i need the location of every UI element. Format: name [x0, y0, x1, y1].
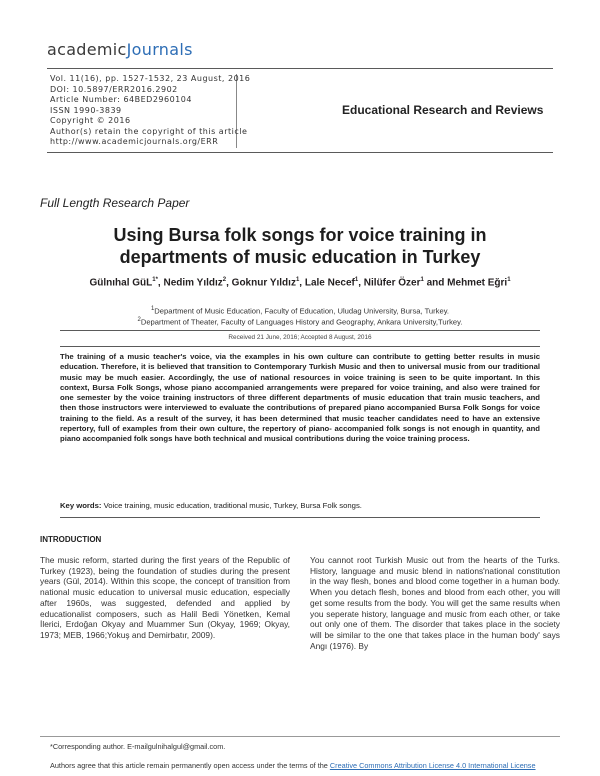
title-line-1: Using Bursa folk songs for voice training in — [113, 225, 487, 245]
author-separator: , — [358, 277, 364, 289]
keywords-text: Voice training, music education, traditional music, Turkey, Bursa Folk songs. — [103, 501, 362, 510]
license-note — [50, 761, 555, 771]
corresponding-author: *Corresponding author. E-mailgulnihalgul@gmail.com. — [50, 742, 226, 751]
author-separator: , — [226, 277, 232, 289]
journal-name: Educational Research and Reviews — [342, 103, 544, 117]
meta-article-number: Article Number: 64BED2960104 — [50, 95, 192, 104]
author-name: Lale Necef — [304, 277, 355, 289]
meta-issn: ISSN 1990-3839 — [50, 105, 122, 115]
footnote-rule — [40, 736, 560, 737]
article-title — [40, 224, 560, 268]
abstract-top-rule — [60, 330, 540, 331]
body-column-right: You cannot root Turkish Music out from the hearts of the Turks. History, language and music blend in nations'national constitution in the way flesh, bones and blood come together in a human body. When you detach flesh, bones and blood from each other, you will get some results from the body. You will get the same results when you seperate history, language and music from each other, or take out only one of them. The disorder that takes place in the society will be similar to the one that takes place in the human body' says Angı (1976). By — [310, 555, 560, 651]
affiliation-text: Department of Music Education, Faculty of Education, Uludag University, Bursa, Turkey. — [154, 306, 450, 316]
author-name: Nedim Yıldız — [163, 277, 223, 289]
author-sup: 1 — [295, 277, 300, 283]
author-sup: 2 — [222, 277, 227, 283]
logo-part-academic: academic — [47, 40, 127, 59]
meta-doi: DOI: 10.5897/ERR2016.2902 — [50, 84, 178, 94]
body-column-left: The music reform, started during the first years of the Republic of Turkey (1923), being the foundation of studies during the present years (Gül, 2014). Within this scope, the concept of transition from national music education to universal music education, especially after 1960s, was suggested, defended and applied by educationalist composers, such as Halil Bedi Yönetken, Kemal İlerici, Erdoğan Okyay and Muammer Sun (Okyay, 1969; Okyay, 1973; MEB, 1966;Yokuş and Demirbatır, 2009). — [40, 555, 290, 640]
author-separator: , — [157, 277, 164, 289]
section-heading-introduction: INTRODUCTION — [40, 535, 102, 544]
author-name: Nilüfer Özer — [363, 277, 421, 289]
abstract-bottom-rule — [60, 517, 540, 518]
author-name: Goknur Yıldız — [231, 277, 296, 289]
author-sup: 1 — [420, 277, 424, 283]
author-sup: 1 — [354, 277, 359, 283]
meta-url[interactable]: http://www.academicjournals.org/ERR — [50, 137, 219, 146]
article-type: Full Length Research Paper — [40, 196, 190, 210]
title-line-2: departments of music education in Turkey — [119, 247, 481, 267]
logo-part-journals: Journals — [126, 40, 193, 59]
affiliation-sup: 2 — [137, 317, 141, 323]
author-separator: , — [299, 277, 305, 289]
abstract: The training of a music teacher's voice, via the examples in his own culture can contribute to getting better results in music education. Therefore, it is believed that transition to Contemporary Turkish Music and then to universal music from our traditional music may be much easier. Accordingly, the use of national resources in voice training is seen to be quite important. In this context, Bursa Folk Songs, whose piano accompanied arrangements were prepared for voice training, and also were trained for one semester by the voice training instructors of three different departments of music education that train music teachers, and then those instructors were interviewed to evaluate the contributions of prepared piano accompanied Bursa Folk Songs for voice training to the field. As a result of the survey, it has been determined that music teacher candidates need to have an extensive repertory, full of examples from their own culture, the repertory of piano- accompanied folk songs is not enough in quantity, and piano accompanied folk songs have both technical and musical contributions during the voice training process. — [60, 352, 540, 444]
author-sup: 1 — [507, 277, 511, 283]
meta-copyright-note: Author(s) retain the copyright of this article — [50, 126, 248, 136]
license-link[interactable]: Creative Commons Attribution License 4.0 International License — [329, 761, 536, 770]
article-metadata — [50, 74, 250, 148]
author-sup: 1* — [152, 277, 158, 283]
header-top-rule — [47, 68, 553, 69]
header-bottom-rule — [47, 152, 553, 153]
author-and: and — [423, 277, 448, 289]
received-dates: Received 21 June, 2016; Accepted 8 August, 2016 — [228, 334, 372, 341]
publisher-logo — [47, 40, 193, 59]
license-text: Authors agree that this article remain permanently open access under the terms of the — [50, 761, 330, 770]
affiliation-sup: 1 — [150, 306, 155, 312]
affiliation-2 — [40, 315, 560, 328]
author-list — [40, 277, 560, 288]
author-name: Gülnıhal GüL — [89, 277, 153, 289]
keywords — [60, 501, 540, 510]
author-name: Mehmet Eğri — [447, 277, 508, 289]
meta-volume: Vol. 11(16), pp. 1527-1532, 23 August, 2016 — [50, 74, 251, 83]
keywords-label: Key words: — [60, 501, 102, 510]
affiliation-text: Department of Theater, Faculty of Languages History and Geography, Ankara University,Turkey. — [140, 317, 463, 327]
received-rule — [60, 346, 540, 347]
meta-copyright: Copyright © 2016 — [50, 116, 131, 125]
